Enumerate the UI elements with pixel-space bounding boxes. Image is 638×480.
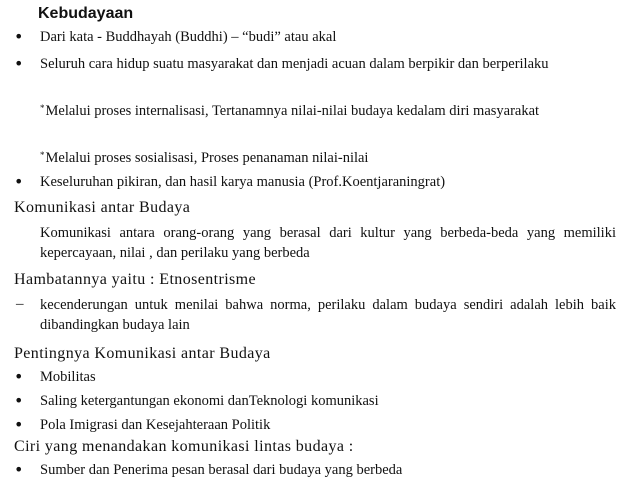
kebudayaan-sub-1-text: Melalui proses internalisasi, Tertanamnya nilai-nilai budaya kedalam diri masyarakat xyxy=(45,103,540,119)
heading-ciri: Ciri yang menandakan komunikasi lintas budaya : xyxy=(14,438,354,455)
bullet-icon: • xyxy=(14,54,24,73)
bullet-icon: • xyxy=(14,391,24,410)
kebudayaan-bullet-2: Seluruh cara hidup suatu masyarakat dan menjadi acuan dalam berpikir dan berperilaku xyxy=(40,56,549,72)
komunikasi-text: Komunikasi antara orang-orang yang berasal dari kultur yang berbeda-beda yang memiliki kepercayaan, nilai , dan perilaku yang berbeda xyxy=(40,225,616,261)
pentingnya-item: Mobilitas xyxy=(40,369,96,385)
bullet-icon: • xyxy=(14,367,24,386)
kebudayaan-bullet-3: Keseluruhan pikiran, dan hasil karya manusia (Prof.Koentjaraningrat) xyxy=(40,174,446,190)
dash-icon: – xyxy=(16,296,24,312)
kebudayaan-sub-2 xyxy=(40,146,368,168)
bullet-icon: • xyxy=(14,27,24,46)
bullet-icon: • xyxy=(14,460,24,479)
pentingnya-item: Saling ketergantungan ekonomi danTeknologi komunikasi xyxy=(40,393,379,409)
hambatan-text: kecenderungan untuk menilai bahwa norma, perilaku dalam budaya sendiri adalah lebih baik dibandingkan budaya lain xyxy=(40,297,616,333)
kebudayaan-sub-2-text: Melalui proses sosialisasi, Proses penanaman nilai-nilai xyxy=(45,150,369,166)
asterisk-icon: * xyxy=(40,103,45,113)
heading-hambatan: Hambatannya yaitu : Etnosentrisme xyxy=(14,271,257,288)
heading-pentingnya: Pentingnya Komunikasi antar Budaya xyxy=(14,345,271,362)
bullet-icon: • xyxy=(14,415,24,434)
pentingnya-item: Pola Imigrasi dan Kesejahteraan Politik xyxy=(40,417,271,433)
ciri-item: Sumber dan Penerima pesan berasal dari budaya yang berbeda xyxy=(40,462,403,478)
slide-title: Kebudayaan xyxy=(38,5,134,22)
heading-komunikasi: Komunikasi antar Budaya xyxy=(14,199,191,216)
kebudayaan-sub-1 xyxy=(40,98,600,121)
kebudayaan-bullet-1: Dari kata - Buddhayah (Buddhi) – “budi” atau akal xyxy=(40,29,337,45)
asterisk-icon: * xyxy=(40,150,45,160)
bullet-icon: • xyxy=(14,172,24,191)
